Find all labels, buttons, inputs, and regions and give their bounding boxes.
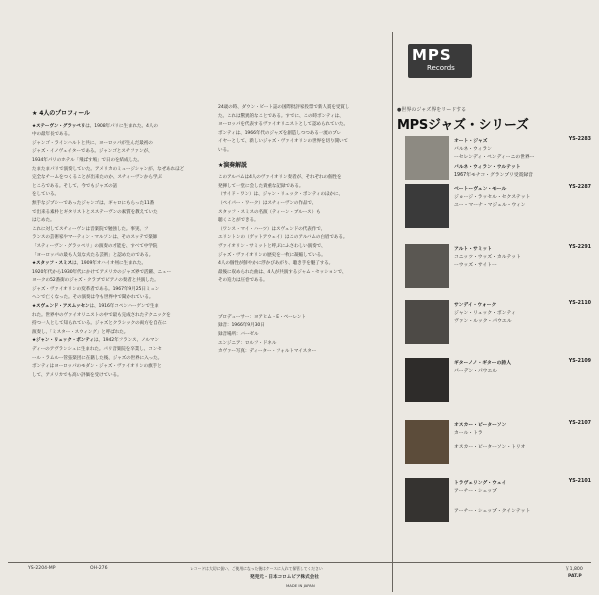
notes-line: 最後に収められた曲は、4人が共演するジャム・セッションで、 xyxy=(218,269,347,275)
album-cover-thumbnail xyxy=(405,184,449,228)
profile-column xyxy=(32,104,210,380)
record-title: ベートーヴェン・モール xyxy=(454,187,507,192)
record-note: ヴァン・ルック・パウエル xyxy=(454,319,512,324)
middle-line: 24歳の時、ダウン・ビート誌の国際批評家投票で新人賞を受賞し xyxy=(218,105,350,110)
made-in: MADE IN JAPAN xyxy=(286,583,315,588)
stephane-line: 「ヨーロッパの最も人気な夫たる芸術」と認めたのである。 xyxy=(32,252,154,258)
record-entry xyxy=(405,358,591,402)
record-artist: バルネ・ウィラン xyxy=(454,147,492,152)
credits-line: エンジニア：ロルフ・ドネル xyxy=(218,340,277,346)
record-number: YS-2110 xyxy=(568,301,591,306)
stephane-line: 中の最年長である。 xyxy=(32,132,73,138)
price: ￥1,800 xyxy=(565,567,583,572)
record-number: YS-2283 xyxy=(568,137,591,142)
svend-line: 演奏し、「ミスター・スウィング」と呼ばれた。 xyxy=(32,329,129,335)
album-cover-thumbnail xyxy=(405,244,449,288)
record-note: ユー・マーナ・マジェル・ウィン xyxy=(454,203,526,208)
svend-line: は、1916年コペンハーゲンで生ま xyxy=(89,304,159,310)
record-entry xyxy=(405,136,591,180)
logo-sub: Records xyxy=(427,64,455,72)
record-entry xyxy=(405,478,591,522)
stephane-line: 無手なジプシーであったジャンゴは、ギャロにもらった11番 xyxy=(32,200,155,206)
notes-line: （ペイパー・ワーク）はスチィーヴンの作品で、 xyxy=(218,200,317,206)
patent-mark: PAT.P xyxy=(568,574,582,579)
profile-heading: ★ 4人のプロフィール xyxy=(32,110,90,117)
record-number: YS-2291 xyxy=(568,245,591,250)
stuff-line: ジャズ・ヴァイオリンの変革者である。1967年9月25日ミュン xyxy=(32,286,160,292)
stephane-line: ところである。そして、今でもジャズの話 xyxy=(32,183,118,189)
record-number: YS-2287 xyxy=(568,185,591,190)
credits-line: 録音：1966年9月30日 xyxy=(218,323,265,329)
record-number: YS-2107 xyxy=(568,421,591,426)
svend-line: れた。世界中のヴァイオリニストの中で最も完成されたテクニックを xyxy=(32,312,171,318)
stephane-line: これに対してスチィーヴンは音楽院で勉強した。事実、フ xyxy=(32,226,149,232)
record-title: トラヴェリング・ウェイ xyxy=(454,481,507,486)
middle-line: いる。 xyxy=(218,147,232,153)
record-entry xyxy=(405,420,591,464)
record-artist: 1967年モナコ・グランプリ受賞録音 xyxy=(454,173,533,178)
notes-line: ヴァイオリン・サミットと呼ぶにふさわしい演奏で、 xyxy=(218,243,326,249)
record-entry xyxy=(405,184,591,228)
stephane-line: は、1908年パリに生まれた。4人の xyxy=(85,123,158,129)
record-artist: コニッツ・ウッズ・カルテット xyxy=(454,255,521,260)
notes-line: 聴くことができる。 xyxy=(218,218,259,224)
notes-line: 発揮して一堂に会した貴重な記録である。 xyxy=(218,183,304,189)
notes-line: このアルバムは4人のヴァイオリン奏者が、それぞれの個性を xyxy=(218,175,342,181)
record-note: アーチー・シェップ・クインテット xyxy=(454,509,531,514)
record-artist: アーチー・シェップ xyxy=(454,489,497,494)
publisher: 発売元・日本コロムビア株式会社 xyxy=(250,575,319,580)
stephane-line: をしている。 xyxy=(32,192,59,198)
album-cover-thumbnail xyxy=(405,358,449,402)
notes-line: スタッフ・スミスの名演（ティーン・ブルース）も xyxy=(218,209,321,215)
mps-records-logo xyxy=(408,44,472,78)
record-title: アルト・サミット xyxy=(454,247,493,252)
stuff-line: 1920年代から1930年代にかけてアメリカのジャズ界で活躍、ニュー xyxy=(32,269,172,275)
notes-line: （サイド・ワン）は、ジャン・リュック・ポンティのほかに、 xyxy=(218,192,343,198)
notes-heading: ★演奏解説 xyxy=(218,161,247,169)
credits-line: プロデューサー：ヨアヒム・E・ベーレント xyxy=(218,314,306,320)
middle-line: ポンティは、1966年代のジャズを創造しつつある一流のプレ xyxy=(218,130,341,136)
stephane-line: たまたまパリで演奏していた。アメリカのミュージシャンが、なぜあれほど xyxy=(32,166,185,172)
jean-line: ポンティはヨーロッパのモダン・ジャズ・ヴァイオリンの旗手と xyxy=(32,364,162,370)
jean-line: は、1942年フランス、ノルマン xyxy=(93,338,159,344)
record-number: YS-2101 xyxy=(568,479,591,484)
record-number: YS-2109 xyxy=(568,359,591,364)
stephane-line: はじめた。 xyxy=(32,218,55,224)
stuff-line: は、1909年オハイオ州に生まれた。 xyxy=(71,261,146,267)
notes-line: （ワンス・マイ・ハーツ）はスヴェンドの代表作で、 xyxy=(218,226,326,232)
series-title: MPSジャズ・シリーズ xyxy=(397,118,529,133)
album-cover-thumbnail xyxy=(405,300,449,344)
stephane-line: ジャンゴ・ラインハルトと共に、ヨーロッパが生んだ最初の xyxy=(32,140,153,146)
stephane-line: 「スティーヴン・グラッペリ」の演奏の才能を、すべて中学院 xyxy=(32,243,158,249)
series-kicker: ●世界のジャズ界をリードする xyxy=(397,107,467,113)
stuff-line: ヨークの52番街のジャズ・クラブでピアノの奏者と共演した。 xyxy=(32,278,159,284)
middle-line: ヨーロッパを代表するヴァイオリニストとして認められていた。 xyxy=(218,122,348,128)
svend-line: 持つ一人として知られている。ジャズとクラシックの両方を自在に xyxy=(32,321,167,327)
record-artist: ジョージ・ラッセル・セクステット xyxy=(454,195,531,200)
record-note: ーセレンディ・ペンディーニの世界ー xyxy=(454,155,535,160)
album-cover-thumbnail xyxy=(405,136,449,180)
record-note: ーウッズ・サイトー xyxy=(454,263,497,268)
stephane-line: 1934年パリのホテル「飛ばす鳩」で日のを結成した。 xyxy=(32,157,142,163)
record-title: サンデイ・ウォーク xyxy=(454,303,497,308)
notes-line: その迫力は圧巻である。 xyxy=(218,278,268,284)
record-entry xyxy=(405,300,591,344)
middle-line: た。これは驚異的なことである。すでに、この時ポンティは、 xyxy=(218,113,344,119)
record-title: ギターノノ・ギターの詩人 xyxy=(454,361,511,366)
record-title: オスカー・ピーターソン xyxy=(454,423,507,428)
credits-line: 録音場所：バーゼル xyxy=(218,332,259,338)
footer-rule xyxy=(8,562,591,563)
middle-line: イヤーとして、新しいジャズ・ヴァイオリンの世界を切り開いて xyxy=(218,139,348,145)
album-cover-thumbnail xyxy=(405,478,449,522)
jean-line: ディーのアヴランシュに生まれた。パリ音楽院を卒業し、コンセ xyxy=(32,347,162,353)
credits-line: カヴァー写真：ディーター・フォルトマイスター xyxy=(218,349,317,355)
notes-line: ジャズ・ヴァイオリンの歴史を一枚に凝縮している。 xyxy=(218,252,326,258)
jean-heading: ★ジャン・リュック・ポンティ xyxy=(32,338,94,344)
stephane-heading: ★ステーヴン・グラッペリ xyxy=(32,123,86,129)
album-cover-thumbnail xyxy=(405,420,449,464)
record-artist: ジャン・リュック・ポンティ xyxy=(454,311,516,316)
stuff-heading: ★スタッフ・スミス xyxy=(32,261,72,267)
record-artist: カール・トラ xyxy=(454,431,483,436)
stuff-line: ヘンで亡くなった。その演奏は今も世界中で聞かれている。 xyxy=(32,295,154,301)
record-title: オート・ジャズ xyxy=(454,139,488,144)
stephane-line: 完全なチームをつくることが出来たのか、スチィーヴンから学ぶ xyxy=(32,175,162,181)
notes-column xyxy=(218,104,386,357)
notes-line: エリントンの（ゲットアウェイ）はこのアルバムの白眉である。 xyxy=(218,235,348,241)
notes-line: 4人の個性が鮮やかに浮かびあがり、聴き手を魅了する。 xyxy=(218,261,334,267)
logo-main: MPS xyxy=(412,46,452,64)
column-divider xyxy=(392,32,393,592)
stephane-line: で出来る素朴とギタリストとスステーヴンの素質を教えていた xyxy=(32,209,158,215)
record-title: バルネ・ウィラン・ウルテット xyxy=(454,165,521,170)
care-notice: レコードは大切に扱い、ご使用になった後はケースに入れて保管してください xyxy=(190,566,323,571)
jean-line: して、アメリカでも高い評価を受けている。 xyxy=(32,372,122,378)
catalog-number: YS-2204-MP xyxy=(28,566,56,571)
jean-line: ール・ラムルー管弦楽団に在籍した後、ジャズの世界に入った。 xyxy=(32,355,163,361)
stephane-line: ジャズ・イノヴェイターである。ジャンゴとスチファンが、 xyxy=(32,149,153,155)
svend-heading: ★スヴェンド・アスムッセン xyxy=(32,304,90,310)
catalog-code: OH-276 xyxy=(90,566,108,571)
stephane-line: ランスの芸術家やマーティン・マルソンは、そのスッテで楽師 xyxy=(32,235,158,241)
record-note: オスカー・ピーターソン・トリオ xyxy=(454,445,526,450)
record-entry xyxy=(405,244,591,288)
record-artist: バーデン・パウエル xyxy=(454,369,498,374)
